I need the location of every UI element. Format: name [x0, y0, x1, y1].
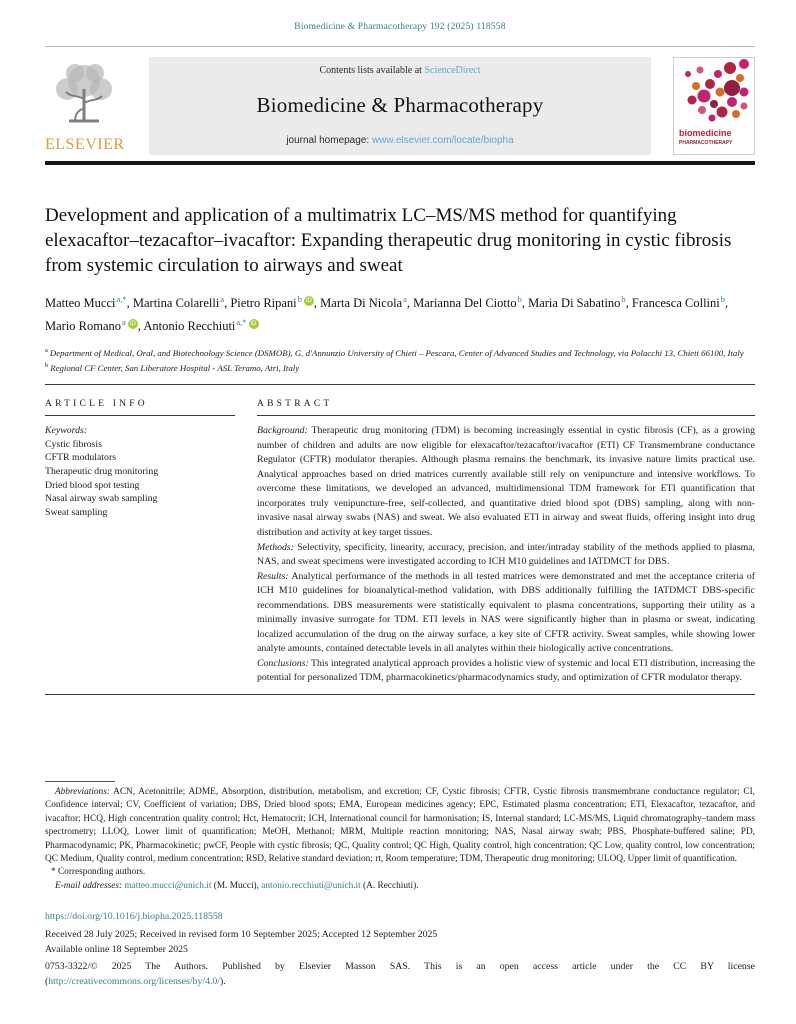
abstract-section-label: Conclusions: [257, 657, 309, 669]
banner-center-panel [149, 57, 651, 155]
section-divider [45, 384, 755, 385]
author-affil-mark: b [621, 294, 626, 304]
available-online-date: Available online 18 September 2025 [45, 944, 188, 956]
author[interactable]: Antonio Recchiuti$^{a,*}$ iD [143, 319, 258, 333]
author-affil-mark: b [297, 294, 302, 304]
abbreviations-text: ACN, Acetonitrile; ADME, Absorption, distribution, metabolism, and excretion; CF, Cystic fibrosis; CFTR, Cystic fibrosis transmembrane conductance regulator; CI, Confidence interval; CV, Coefficient of variation; DBS, Dried blood spots; EMA, European medicines agency; EPC, Estimated plasma concentration; ETI, Elexacaftor, tezacaftor, and ivacaftor; HCQ, High concentration quality control; Hct, Hematocrit; ICH, International council for harmonisation; IS, Internal standard; LC-MS/MS, Liquid chromatography–tandem mass spectrometry; LLOQ, Lower limit of quantification; MeOH, Methanol; MRM, Multiple reaction monitoring; NAS, Nasal airway swab; PBS, Phosphate-buffered saline; PD, Pharmacodynamic; PK, Pharmacokinetic; pwCF, People with cystic fibrosis; QC, Quality control; QC High, Quality control, high concentration; QC Low, quality control, low concentration; QC Medium, Quality control, medium concentration; RSD, Relative standard deviation; rt, Room temperature; TDM, Therapeutic drug monitoring; ULOQ, Upper limit of quantification. [45, 787, 755, 865]
author-separator: , [625, 296, 632, 311]
keyword: Dried blood spot testing [45, 479, 140, 491]
abstract-section-label: Results: [257, 570, 289, 582]
keywords-block [45, 424, 235, 519]
keyword: Cystic fibrosis [45, 438, 102, 450]
author-list [45, 290, 751, 336]
author-separator: , [313, 296, 321, 311]
email-suffix: (M. Mucci), [211, 880, 262, 891]
received-dates: Received 28 July 2025; Received in revised form 10 September 2025; Accepted 12 September 2025 [45, 929, 438, 941]
email-addresses-line [45, 880, 755, 893]
keywords-label: Keywords: [45, 425, 88, 437]
abstract-section-text: Therapeutic drug monitoring (TDM) is becoming increasingly essential in cystic fibrosis (CF), as a growing number of children and adults are now eligible for elexacaftor/tezacaftor/ivacaftor (ETI) CF Transmembrane conductance Regulator (CFTR) modulator therapies. Although plasma remains the benchmark, its invasive nature limits practical use. Analytical approaches based on dried matrices currently available still rely on venipuncture and intensive workflows. To overcome these limitations, we developed an advanced, multidimensional TDM framework for ETI quantification that incorporates truly venipuncture-free, self-collected, and quantitative dried blood spot (DBS) sampling, along with non-invasive nasal airway swabs (NAS) and sweat. We also evaluated ETI in airway and sweat fluids, offering insight into drug distribution and activity at key target tissues. [257, 425, 755, 538]
article-history [45, 927, 755, 957]
svg-text:PHARMACOTHERAPY: PHARMACOTHERAPY [679, 140, 733, 146]
author[interactable]: Francesca Collini$^b$ [631, 294, 725, 311]
doi-line [45, 911, 755, 922]
footnote-divider [45, 781, 115, 782]
corresponding-authors-note: * Corresponding authors. [51, 867, 146, 878]
author-affil-mark: b [517, 294, 522, 304]
orcid-icon[interactable]: iD [128, 319, 138, 329]
homepage-link[interactable]: www.elsevier.com/locate/biopha [371, 135, 514, 146]
abbreviations [45, 786, 755, 866]
email-link-recchiuti[interactable]: antonio.recchiuti@unich.it [261, 880, 361, 891]
author-separator: , [406, 296, 414, 311]
affiliation-line: $^a$ Department of Medical, Oral, and Biotechnology Science (DSMOB), G. d'Annunzio University of Chieti – Pescara, Center of Advanced Studies and Technology, via Polacchi 13, Chieti 66100, Italy [45, 347, 744, 359]
author-separator: , [126, 296, 133, 311]
license-line [45, 974, 755, 989]
keyword: Nasal airway swab sampling [45, 493, 158, 505]
author[interactable]: Martina Colarelli$^a$ [132, 294, 225, 311]
license-paren-close: ). [220, 976, 226, 988]
email-label: E-mail addresses: [55, 880, 123, 891]
abstract-section-label: Background: [257, 425, 308, 437]
author[interactable]: Mario Romano$^a$ iD [45, 319, 138, 333]
author-affil-mark: a,* [236, 317, 247, 328]
journal-cover-art [674, 58, 754, 152]
author[interactable]: Maria Di Sabatino$^b$ [528, 294, 626, 311]
elsevier-logo[interactable] [45, 57, 145, 155]
affiliation-line: $^b$ Regional CF Center, San Liberatore Hospital - ASL Teramo, Atri, Italy [45, 361, 300, 373]
abstract-section-text: This integrated analytical approach provides a holistic view of systemic and local ETI distribution, increasing the potential for personalized TDM, pharmacokinetics/pharmacodynamics study, and optimization of CFTR modulator therapy. [257, 657, 755, 684]
abstract-column [257, 399, 755, 686]
abstract-heading: ABSTRACT [257, 399, 755, 416]
orcid-icon[interactable]: iD [304, 296, 314, 306]
author[interactable]: Pietro Ripani$^b$ iD [230, 296, 314, 310]
abstract-section-text: Analytical performance of the methods in all tested matrices were demonstrated and met the acceptance criteria of ICH M10 guidelines for bioanalytical-method validation, with DBS additionally fulfilling the IATDMCT DBS-specific recommendations. DBS measurements were statistically equivalent to plasma concentrations, supporting their utility as a minimally invasive surrogate for TDM. ETI levels in NAS were significantly higher than in plasma or sweat, indicating localized accumulation of the drug on the airway surface, a key site of CFTR activity. Sweat samples, while showing lower analyte amounts, contained detectable levels in all analytes within their biologically active concentrations. [257, 570, 755, 655]
author-affil-mark: a,* [116, 294, 127, 304]
elsevier-wordmark: ELSEVIER [45, 136, 125, 153]
license-link[interactable]: http://creativecommons.org/licenses/by/4.0/ [48, 976, 221, 988]
author-affil-mark: b [720, 294, 725, 304]
keyword: Therapeutic drug monitoring [45, 465, 159, 477]
abstract-bottom-divider [45, 694, 755, 695]
journal-banner [45, 57, 755, 155]
keyword: Sweat sampling [45, 506, 108, 518]
author-separator: , [521, 296, 529, 311]
abstract-section-label: Methods: [257, 541, 295, 553]
abstract-text [257, 424, 755, 686]
license-paren-open: ( [45, 976, 49, 988]
abstract-section-text: Selectivity, specificity, linearity, accuracy, precision, and inter/intraday stability of the methods applied to plasma, NAS, and sweat specimens were investigated according to ICH M10 guidelines and IATDMCT for DBS. [257, 541, 755, 568]
author[interactable]: Matteo Mucci$^{a,*}$ [45, 294, 127, 311]
sciencedirect-link[interactable]: ScienceDirect [424, 65, 481, 76]
footnote-block [45, 781, 755, 893]
copyright-block [45, 959, 755, 989]
contents-list-line [155, 65, 645, 76]
copyright-line: 0753-3322/© 2025 The Authors. Published by Elsevier Masson SAS. This is an open access article under the CC BY license [45, 961, 755, 973]
email-link-mucci[interactable]: matteo.mucci@unich.it [124, 880, 212, 891]
article-info-heading: ARTICLE INFO [45, 399, 235, 416]
author[interactable]: Marta Di Nicola$^a$ [320, 294, 407, 311]
homepage-label: journal homepage: [286, 135, 372, 146]
running-head-citation[interactable]: Biomedicine & Pharmacotherapy 192 (2025) 118558 [294, 22, 506, 32]
info-abstract-section [45, 399, 755, 686]
article-title: Development and application of a multimatrix LC–MS/MS method for quantifying elexacaftor–tezacaftor–ivacaftor: Expanding therapeutic drug monitoring in cystic fibrosis from systemic circulation to airways and sweat [45, 205, 732, 276]
journal-cover[interactable] [673, 57, 755, 155]
banner-bottom-bar [45, 161, 755, 165]
header-divider [45, 46, 755, 47]
contents-list-text: Contents lists available at [319, 65, 425, 76]
author[interactable]: Marianna Del Ciotto$^b$ [413, 294, 522, 311]
affiliations [45, 345, 755, 374]
author-separator: , [137, 319, 144, 334]
journal-title: Biomedicine & Pharmacotherapy [256, 93, 544, 117]
author-affil-mark: a [122, 317, 126, 328]
journal-homepage-line [155, 135, 645, 146]
doi-link[interactable]: https://doi.org/10.1016/j.biopha.2025.118558 [45, 911, 223, 923]
svg-text:biomedicine: biomedicine [679, 128, 732, 138]
author-separator: , [224, 296, 231, 311]
article-info-column [45, 399, 235, 686]
author-affil-mark: a [220, 294, 225, 304]
author-separator: , [725, 296, 729, 311]
email-suffix: (A. Recchiuti). [360, 880, 419, 891]
elsevier-tree-icon [45, 59, 123, 135]
orcid-icon[interactable]: iD [249, 319, 259, 329]
keyword: CFTR modulators [45, 452, 117, 464]
author-affil-mark: a [403, 294, 407, 304]
abbreviations-label: Abbreviations: [55, 787, 110, 797]
